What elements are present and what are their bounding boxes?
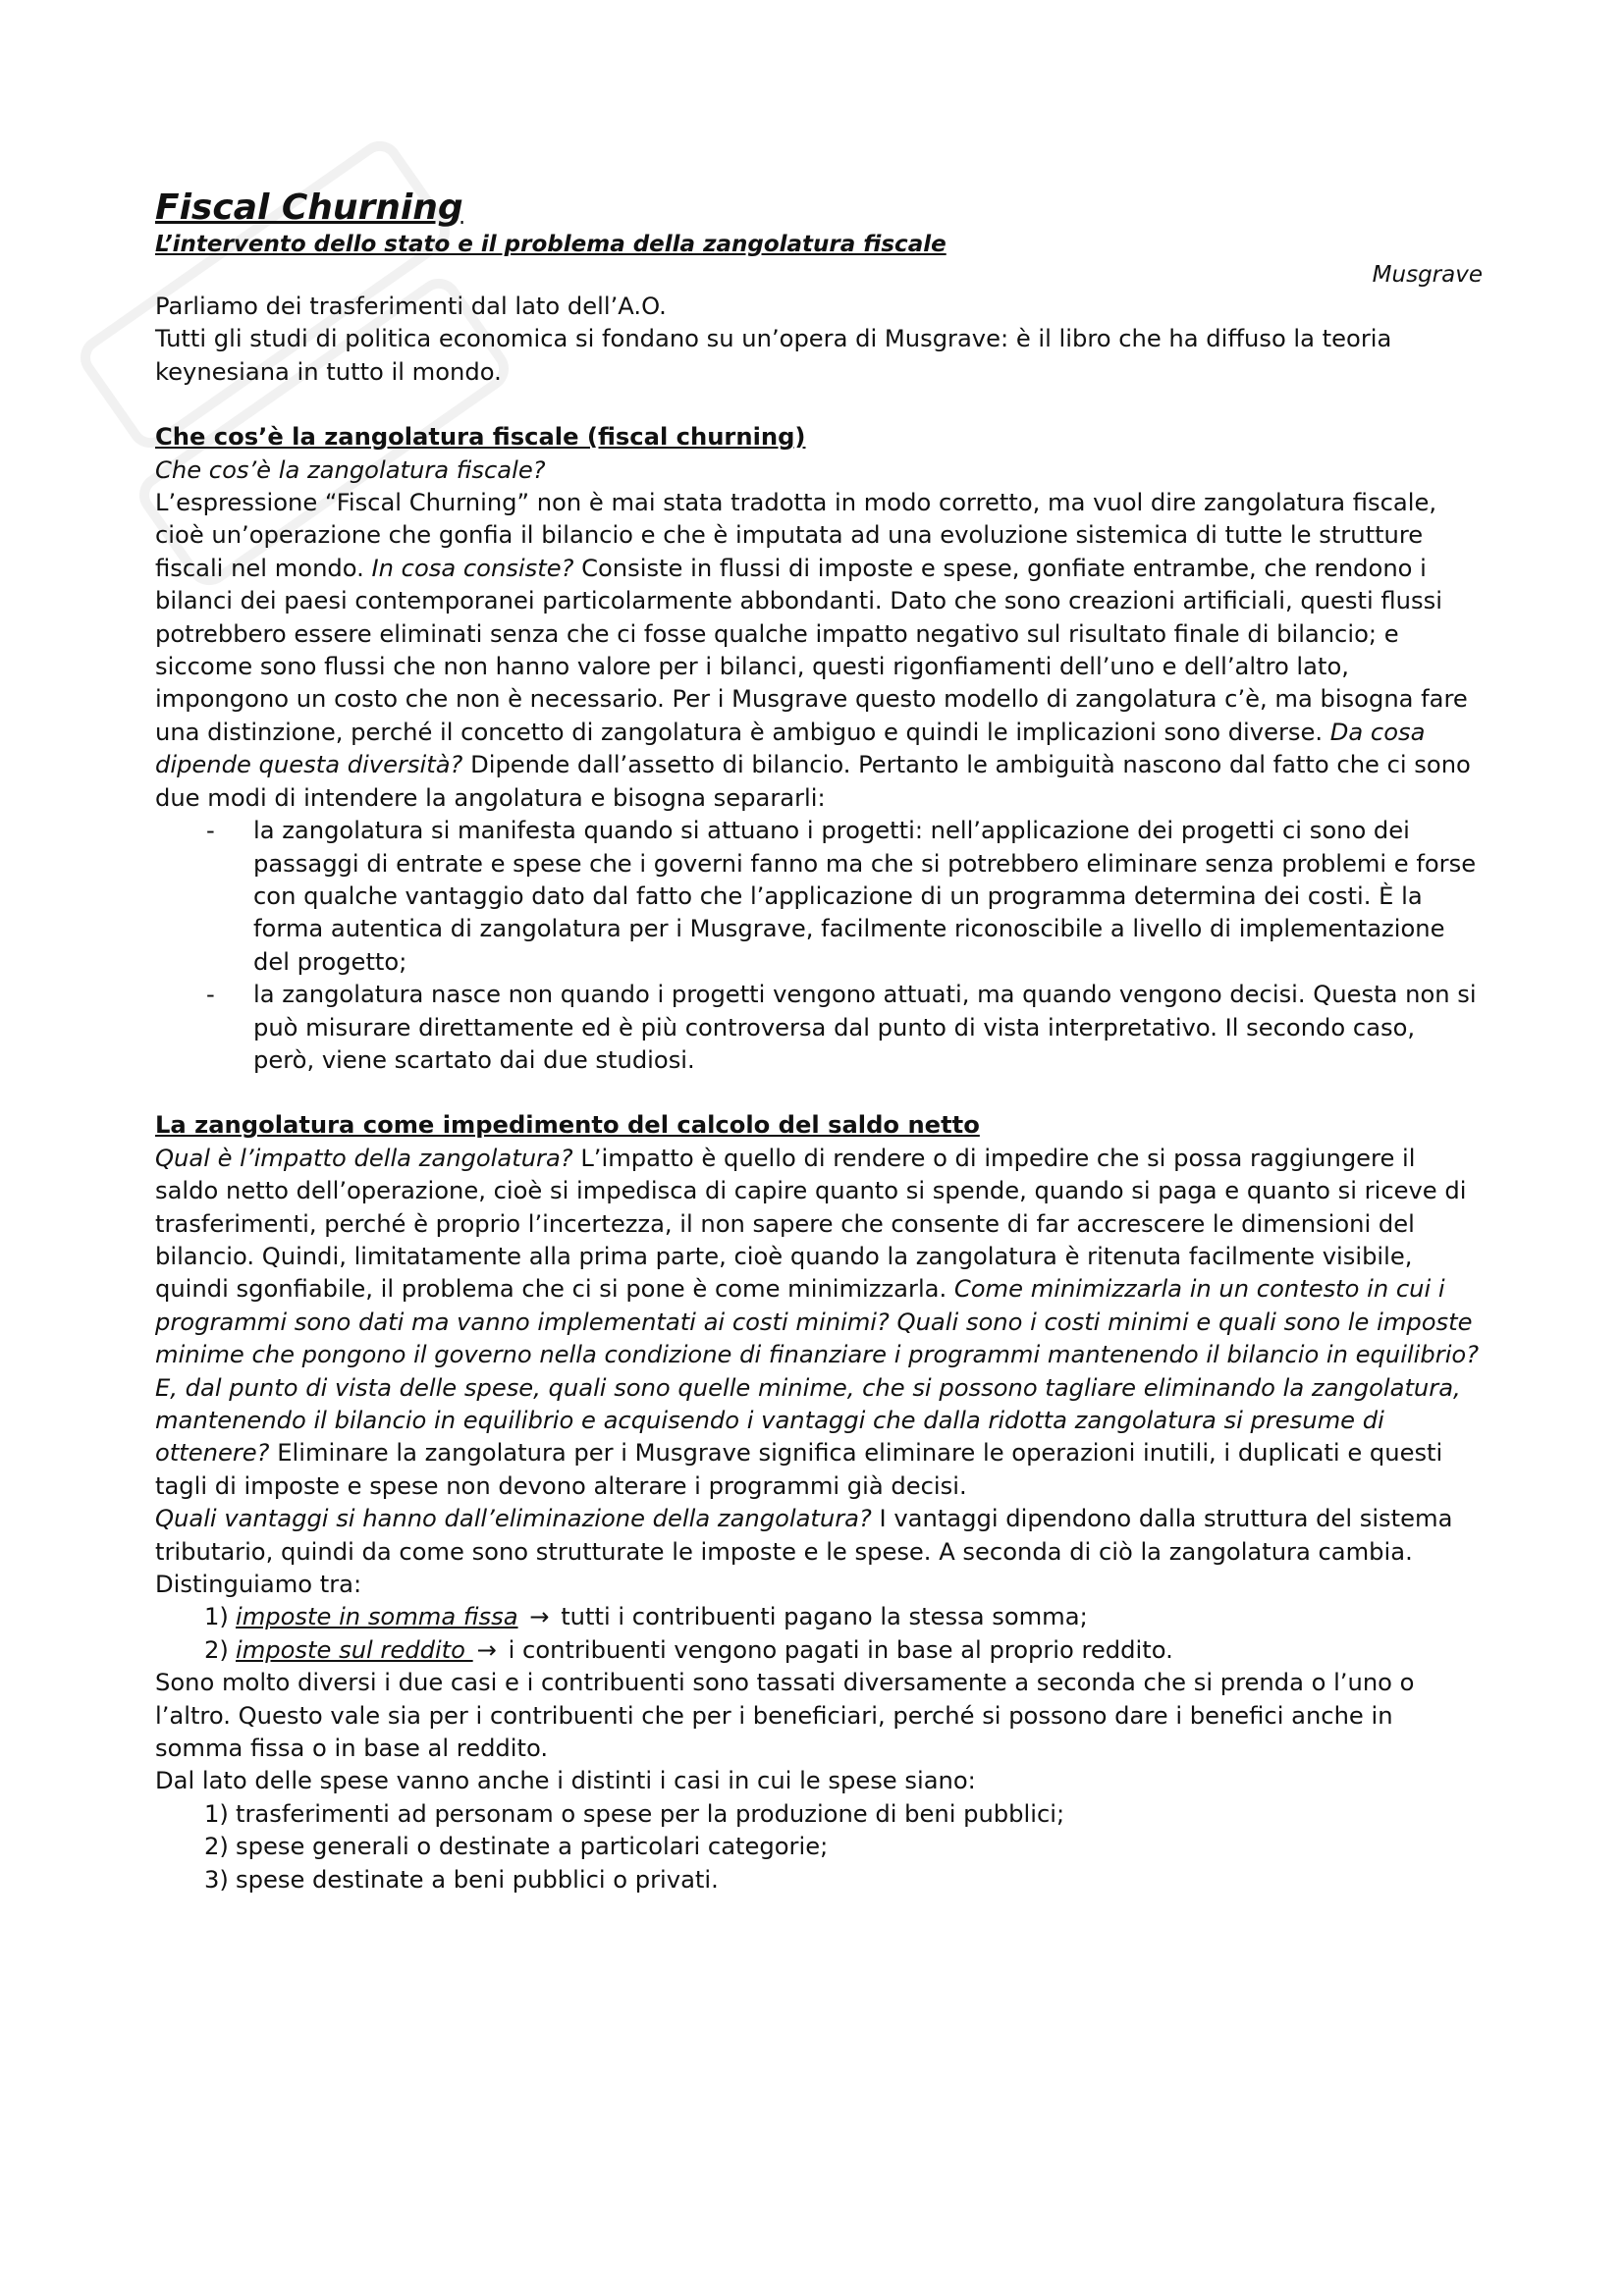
section1-paragraph: L’espressione “Fiscal Churning” non è mai stata tradotta in modo corretto, ma vuol dire zangolatura fiscale, cioè un’operazione che gonfia il bilancio e che è imputata ad una evoluzione sistemica di tutte le strutture fiscali nel mondo. In cosa consiste? Consiste in flussi di imposte e spese, gonfiate entrambe, che rendono i bilanci dei paesi contemporanei particolarmente abbondanti. Dato che sono creazioni artificiali, questi flussi potrebbero essere eliminati senza che ci fosse qualche impatto negativo sul risultato finale di bilancio; e siccome sono flussi che non hanno valore per i bilanci, questi rigonfiamenti dell’uno e dell’altro lato, impongono un costo che non è necessario. Per i Musgrave questo modello di zangolatura c’è, ma bisogna fare una distinzione, perché il concetto di zangolatura è ambiguo e quindi le implicazioni sono diverse. Da cosa dipende questa diversità? Dipende dall’assetto di bilancio. Pertanto le ambiguità nascono dal fatto che ci sono due modi di intendere la angolatura e bisogna separarli: <box>155 489 1471 812</box>
document-subtitle: L’intervento dello stato e il problema della zangolatura fiscale <box>155 232 947 257</box>
dash-bullet: - <box>206 981 215 1009</box>
list-item: 3) spese destinate a beni pubblici o privati. <box>204 1865 719 1894</box>
list-item: 2) imposte sul reddito → i contribuenti vengono pagati in base al proprio reddito. <box>155 1634 1481 1667</box>
intro-line-2: Tutti gli studi di politica economica si fondano su un’opera di Musgrave: è il libro che ha diffuso la teoria keynesiana in tutto il mondo. <box>155 325 1392 386</box>
author-name: Musgrave <box>1372 262 1483 288</box>
list-item: 1) trasferimenti ad personam o spese per la produzione di beni pubblici; <box>204 1799 1065 1828</box>
list-item: - la zangolatura nasce non quando i progetti vengono attuati, ma quando vengono decisi. Questa non si può misurare direttamente ed è più controversa dal punto di vista interpretativo. Il secondo caso, però, viene scartato dai due studiosi. <box>206 981 1477 1074</box>
document-title: Fiscal Churning <box>155 187 463 228</box>
section2-paragraph-1: Qual è l’impatto della zangolatura? L’impatto è quello di rendere o di impedire che si possa raggiungere il saldo netto dell’operazione, cioè si impedisca di capire quanto si spende, quando si paga e quanto si riceve di trasferimenti, perché è proprio l’incertezza, il non sapere che consente di far accrescere le dimensioni del bilancio. Quindi, limitatamente alla prima parte, cioè quando la zangolatura è ritenuta facilmente visibile, quindi sgonfiabile, il problema che ci si pone è come minimizzarla. Come minimizzarla in un contesto in cui i programmi sono dati ma vanno implementati ai costi minimi? Quali sono i costi minimi e quali sono le imposte minime che pongono il governo nella condizione di finanziare i programmi mantenendo il bilancio in equilibrio? E, dal punto di vista delle spese, quali sono quelle minime, che si possono tagliare eliminando la zangolatura, mantenendo il bilancio in equilibrio e acquisendo i vantaggi che dalla ridotta zangolatura si presume di ottenere? Eliminare la zangolatura per i Musgrave significa eliminare le operazioni inutili, i duplicati e questi tagli di imposte e spese non devono alterare i programmi già decisi. <box>155 1144 1480 1500</box>
section2-paragraph-3: Sono molto diversi i due casi e i contribuenti sono tassati diversamente a seconda che si prenda o l’uno o l’altro. Questo vale sia per i contribuenti che per i beneficiari, perché si possono dare i benefici anche in somma fissa o in base al reddito. <box>155 1669 1415 1763</box>
list-item: 2) spese generali o destinate a particolari categorie; <box>204 1833 829 1861</box>
spending-types-list <box>155 1798 1481 1896</box>
section1-question: Che cos’è la zangolatura fiscale? <box>155 455 546 484</box>
arrow-right-icon: → <box>476 1635 497 1664</box>
document-page <box>155 187 1481 1896</box>
section-heading-2: La zangolatura come impedimento del calcolo del saldo netto <box>155 1111 980 1140</box>
list-item: - la zangolatura si manifesta quando si attuano i progetti: nell’applicazione dei progetti ci sono dei passaggi di entrate e spese che i governi fanno ma che si potrebbero eliminare senza problemi e forse con qualche vantaggio dato dal fatto che l’applicazione di un programma determina dei costi. È la forma autentica di zangolatura per i Musgrave, facilmente riconoscibile a livello di implementazione del progetto; <box>206 817 1477 976</box>
section1-bullet-list <box>155 815 1481 1077</box>
intro-line-1: Parliamo dei trasferimenti dal lato dell’A.O. <box>155 293 667 320</box>
list-item: 1) imposte in somma fissa → tutti i contribuenti pagano la stessa somma; <box>155 1601 1481 1633</box>
tax-types-list <box>155 1601 1481 1667</box>
dash-bullet: - <box>206 817 215 845</box>
section2-paragraph-2: Quali vantaggi si hanno dall’eliminazione della zangolatura? I vantaggi dipendono dalla struttura del sistema tributario, quindi da come sono strutturate le imposte e le spese. A seconda di ciò la zangolatura cambia. <box>155 1505 1453 1566</box>
section2-paragraph-4: Dal lato delle spese vanno anche i distinti i casi in cui le spese siano: <box>155 1767 976 1795</box>
arrow-right-icon: → <box>529 1603 550 1631</box>
section-heading-1: Che cos’è la zangolatura fiscale (fiscal churning) <box>155 423 806 452</box>
distinguish-label: Distinguiamo tra: <box>155 1571 362 1599</box>
